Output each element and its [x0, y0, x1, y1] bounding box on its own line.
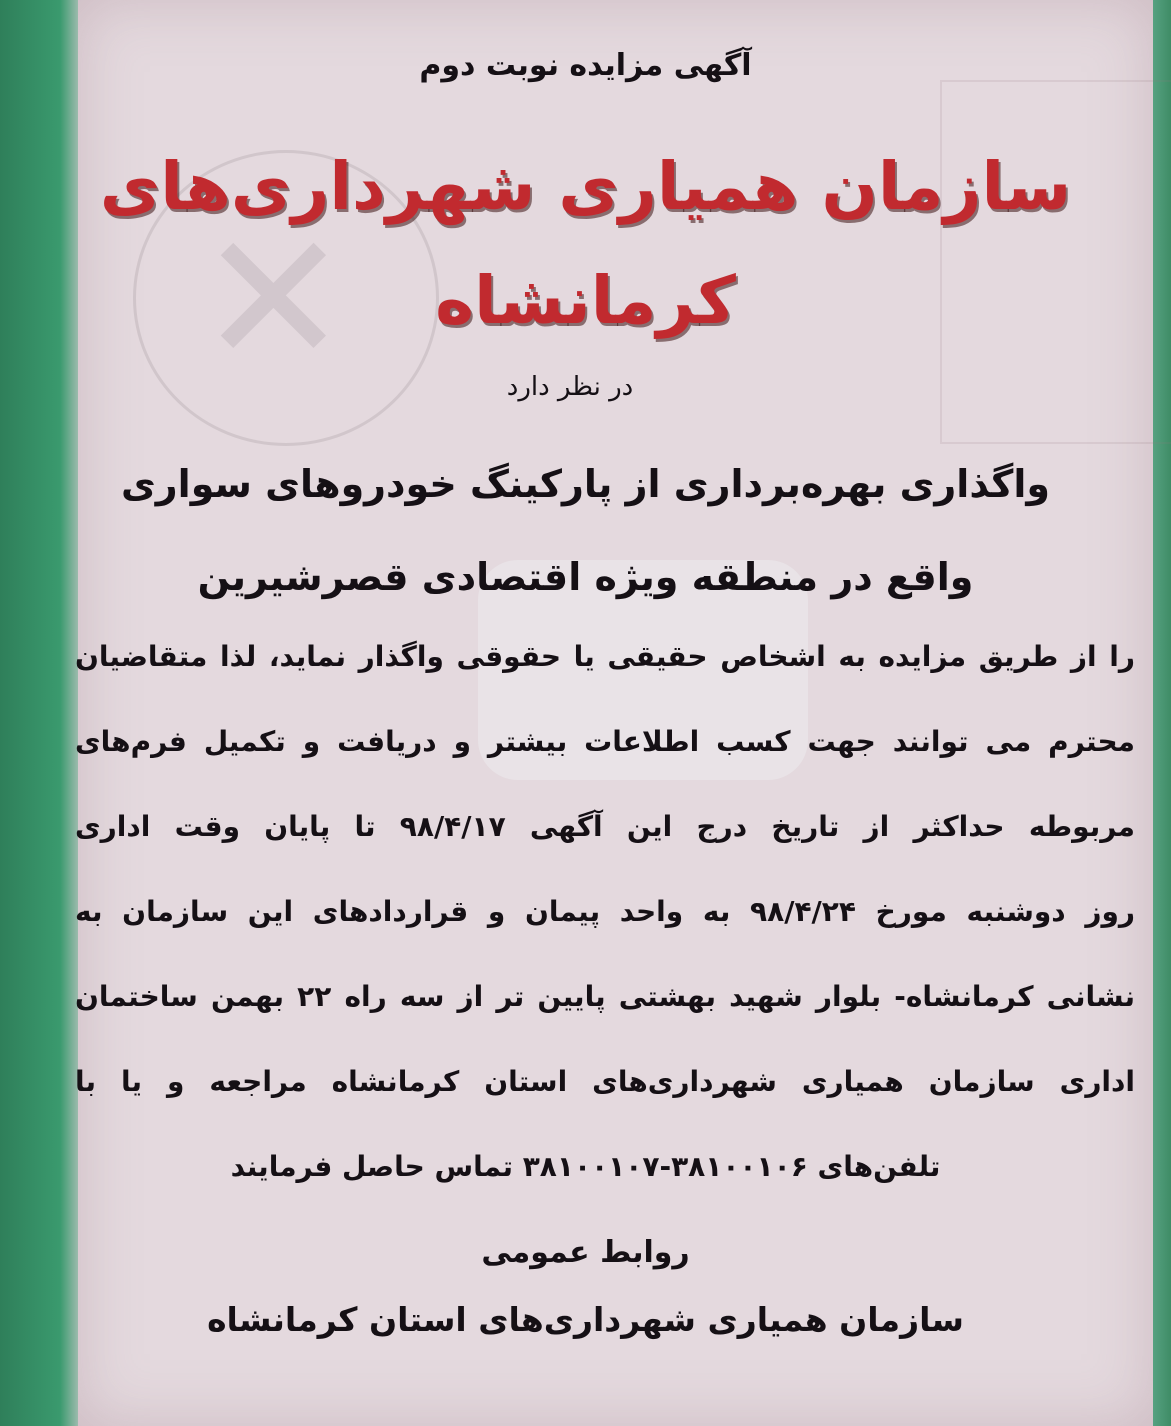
body-line: مربوطه حداکثر از تاریخ درج این آگهی ۹۸/۴/۱۷ تا پایان وقت اداری — [75, 810, 1135, 843]
body-line: محترم می توانند جهت کسب اطلاعات بیشتر و دریافت و تکمیل فرم‌های — [75, 725, 1135, 758]
department-label: روابط عمومی — [481, 1235, 690, 1270]
main-subject-line-1: واگذاری بهره‌برداری از پارکینگ خودروهای سواری — [120, 462, 1051, 506]
signature-org: سازمان همیاری شهرداری‌های استان کرمانشاه — [207, 1300, 964, 1339]
notice-subtitle: آگهی مزایده نوبت دوم — [419, 48, 752, 83]
body-line: اداری سازمان همیاری شهرداری‌های استان کرمانشاه مراجعه و یا با — [75, 1065, 1135, 1098]
intent-text: در نظر دارد — [506, 372, 634, 402]
body-line-phone: تلفن‌های ۳۸۱۰۰۱۰۶-۳۸۱۰۰۱۰۷ تماس حاصل فرمایند — [230, 1150, 941, 1183]
org-title-line-1: سازمان همیاری شهرداری‌های — [99, 148, 1072, 225]
org-title-line-2: کرمانشاه — [435, 262, 736, 339]
bleed-through-mark: ✕ — [198, 195, 349, 404]
body-line: را از طریق مزایده به اشخاص حقیقی یا حقوقی واگذار نماید، لذا متقاضیان — [75, 640, 1135, 673]
body-line: روز دوشنبه مورخ ۹۸/۴/۲۴ به واحد پیمان و قراردادهای این سازمان به — [75, 895, 1135, 928]
body-line: نشانی کرمانشاه- بلوار شهید بهشتی پایین تر از سه راه ۲۲ بهمن ساختمان — [75, 980, 1135, 1013]
main-subject-line-2: واقع در منطقه ویژه اقتصادی قصرشیرین — [197, 555, 974, 599]
